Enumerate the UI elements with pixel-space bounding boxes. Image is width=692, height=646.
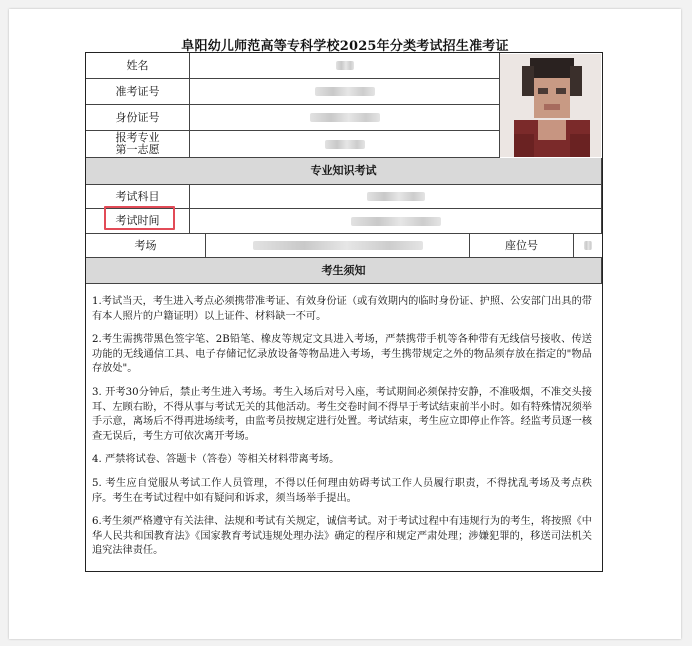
redacted-value (336, 61, 354, 70)
notice-item: 4. 严禁将试卷、答题卡（答卷）等相关材料带离考场。 (92, 454, 340, 466)
exam-no-label: 准考证号 (86, 79, 190, 105)
notice-item: 2.考生需携带黑色签字笔、2B铅笔、橡皮等规定文具进入考场，严禁携带手机等各种带有无线信号接收、传送功能的无线通信工具、电子存储记忆录放设备等物品进入考场，考生携带规定之外的物品须存放在指定的"物品存放处"。 (92, 334, 592, 375)
exam-no-value (190, 79, 500, 105)
redacted-value (253, 241, 423, 250)
major-label (86, 131, 190, 158)
notice-header: 考生须知 (86, 258, 602, 284)
notice-list (86, 284, 602, 570)
exam-time-label: 考试时间 (86, 209, 190, 234)
notice-item: 5. 考生应自觉服从考试工作人员管理，不得以任何理由妨碍考试工作人员履行职责，不得扰乱考场及考点秩序。考生在考试过程中如有疑问和诉求，须当场举手提出。 (92, 477, 592, 504)
redacted-value (325, 140, 365, 149)
exam-time-value (190, 209, 602, 234)
redacted-value (367, 192, 425, 201)
seat-number-value (574, 234, 602, 258)
redacted-value (310, 113, 380, 122)
photo-placeholder-icon (500, 54, 601, 157)
notice-item: 3. 开考30分钟后，禁止考生进入考场。考生入场后对号入座，考试期间必须保持安静，不准吸烟，不准交头接耳、左顾右盼，不得从事与考试无关的其他活动。考生交卷时间不得早于考试结束前半小时。如有特殊情况须举手示意，离场后不得再进场续考，由监考员按规定进行处置。考试结束，考生应立即停止作答。经监考员逐一核查无误后，考生方可依次离开考场。 (92, 386, 592, 442)
candidate-photo (500, 54, 601, 157)
id-number-value (190, 105, 500, 131)
notice-item: 1.考试当天，考生进入考点必须携带准考证、有效身份证（或有效期内的临时身份证、护照、公安部门出具的带有本人照片的户籍证明）以上证件、材料缺一不可。 (92, 296, 592, 322)
id-number-label: 身份证号 (86, 105, 190, 131)
notice-item: 6.考生须严格遵守有关法律、法规和考试有关规定，诚信考试。对于考试过程中有违规行为的考生，将按照《中华人民共和国教育法》《国家教育考试违规处理办法》确定的程序和规定严肃处理；涉嫌犯罪的，移送司法机关追究法律责任。 (92, 516, 592, 557)
exam-subject-value (190, 185, 602, 209)
name-label: 姓名 (86, 53, 190, 79)
major-value (190, 131, 500, 158)
redacted-value (351, 217, 441, 226)
highlight-box (104, 206, 175, 230)
redacted-value (584, 241, 592, 250)
major-label-line1: 报考专业 (115, 131, 160, 144)
section-professional-header: 专业知识考试 (86, 158, 602, 185)
admission-ticket-table (85, 52, 603, 572)
major-label-line2: 第一志愿 (115, 143, 160, 156)
exam-room-value (206, 234, 470, 258)
exam-room-label: 考场 (86, 234, 206, 258)
exam-subject-label: 考试科目 (86, 185, 190, 209)
name-value (190, 53, 500, 79)
redacted-value (315, 87, 375, 96)
document-title: 阜阳幼儿师范高等专科学校2025年分类考试招生准考证 (181, 39, 509, 54)
seat-number-label: 座位号 (470, 234, 574, 258)
